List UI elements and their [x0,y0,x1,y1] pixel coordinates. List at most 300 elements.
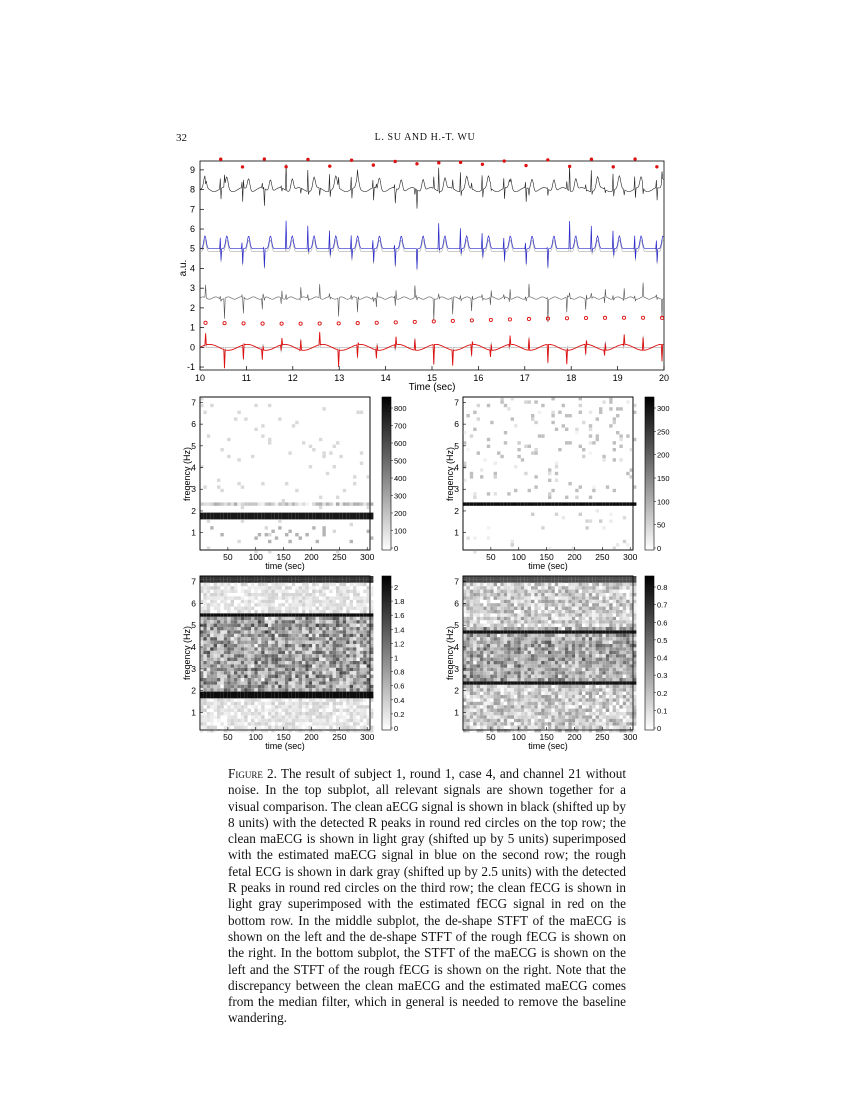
heatmap-cell [585,630,588,633]
heatmap-cell [258,678,261,681]
heatmap-cell [220,671,223,674]
heatmap-cell [214,590,217,593]
heatmap-cell [504,695,507,698]
heatmap-cell [288,624,291,627]
heatmap-cell [630,681,633,684]
heatmap-cell [248,502,251,505]
heatmap-cell [480,630,483,633]
heatmap-cell [463,620,466,623]
colorbar-label: 1.2 [394,639,405,649]
heatmap-cell [582,719,585,722]
heatmap-cell [545,617,548,620]
heatmap-cell [305,590,308,593]
heatmap-cell [248,647,251,650]
heatmap-cell [363,630,366,633]
heatmap-cell [483,654,486,657]
heatmap-cell [531,593,534,596]
heatmap-cell [336,579,339,582]
heatmap-cell [626,712,629,715]
heatmap-cell [265,671,268,674]
heatmap-cell [258,576,261,579]
heatmap-cell [282,603,285,606]
heatmap-cell [322,685,325,688]
heatmap-cell [220,620,223,623]
heatmap-cell [497,722,500,725]
heatmap-cell [538,617,541,620]
heatmap-cell [562,681,565,684]
heatmap-cell [551,664,554,667]
heatmap-cell [524,705,527,708]
heatmap-cell [282,668,285,671]
heatmap-cell [579,709,582,712]
heatmap-cell [592,692,595,695]
heatmap-cell [251,586,254,589]
heatmap-cell [606,610,609,613]
heatmap-cell [217,479,220,482]
heatmap-cell [231,698,234,701]
heatmap-cell [541,583,544,586]
heatmap-cell [200,576,203,579]
heatmap-cell [220,675,223,678]
heatmap-cell [483,685,486,688]
heatmap-cell [285,712,288,715]
heatmap-cell [282,583,285,586]
heatmap-cell [299,620,302,623]
heatmap-cell [565,634,568,637]
heatmap-cell [575,610,578,613]
heatmap-cell [606,702,609,705]
heatmap-cell [200,675,203,678]
heatmap-cell [551,627,554,630]
heatmap-cell [207,607,210,610]
heatmap-cell [528,675,531,678]
heatmap-cell [534,705,537,708]
heatmap-cell [312,698,315,701]
heatmap-cell [528,661,531,664]
colorbar [382,397,391,550]
heatmap-cell [514,579,517,582]
heatmap-cell [562,624,565,627]
heatmap-cell [360,698,363,701]
heatmap-cell [231,576,234,579]
heatmap-cell [305,513,308,516]
heatmap-cell [339,596,342,599]
heatmap-cell [214,607,217,610]
heatmap-cell [613,715,616,718]
heatmap-cell [541,658,544,661]
heatmap-cell [329,637,332,640]
heatmap-cell [265,607,268,610]
heatmap-cell [302,576,305,579]
heatmap-cell [541,613,544,616]
heatmap-cell [623,668,626,671]
heatmap-cell [490,675,493,678]
heatmap-cell [353,513,356,516]
heatmap-cell [254,641,257,644]
heatmap-cell [606,617,609,620]
heatmap-cell [531,576,534,579]
heatmap-cell [568,593,571,596]
heatmap-cell [579,668,582,671]
heatmap-cell [511,613,514,616]
heatmap-cell [214,661,217,664]
heatmap-cell [336,695,339,698]
heatmap-cell [227,681,230,684]
heatmap-cell [316,712,319,715]
heatmap-cell [210,404,213,407]
heatmap-cell [633,637,636,640]
heatmap-cell [572,613,575,616]
heatmap-cell [545,695,548,698]
heatmap-cell [299,634,302,637]
heatmap-cell [210,516,213,519]
heatmap-cell [490,624,493,627]
aecg-r-peak [437,161,440,164]
heatmap-cell [353,482,356,485]
heatmap-cell [555,675,558,678]
heatmap-cell [214,603,217,606]
heatmap-cell [265,664,268,667]
heatmap-cell [633,617,636,620]
heatmap-cell [254,651,257,654]
heatmap-cell [268,613,271,616]
heatmap-cell [514,617,517,620]
heatmap-cell [203,600,206,603]
heatmap-cell [473,536,476,539]
heatmap-cell [234,681,237,684]
heatmap-cell [319,603,322,606]
heatmap-cell [319,613,322,616]
heatmap-cell [224,637,227,640]
heatmap-cell [288,647,291,650]
heatmap-cell [609,630,612,633]
heatmap-cell [470,641,473,644]
heatmap-cell [538,671,541,674]
heatmap-cell [585,596,588,599]
heatmap-cell [626,634,629,637]
heatmap-cell [295,533,298,536]
heatmap-cell [528,719,531,722]
heatmap-cell [241,516,244,519]
heatmap-cell [609,664,612,667]
heatmap-cell [483,715,486,718]
heatmap-cell [231,671,234,674]
heatmap-cell [258,600,261,603]
heatmap-cell [278,603,281,606]
heatmap-cell [305,678,308,681]
heatmap-cell [521,702,524,705]
heatmap-cell [322,671,325,674]
heatmap-cell [346,661,349,664]
heatmap-cell [558,647,561,650]
heatmap-cell [244,726,247,729]
heatmap-cell [609,695,612,698]
heatmap-cell [220,513,223,516]
heatmap-cell [261,641,264,644]
heatmap-cell [326,712,329,715]
heatmap-cell [568,709,571,712]
heatmap-cell [343,513,346,516]
heatmap-cell [363,668,366,671]
heatmap-cell [268,600,271,603]
heatmap-cell [551,675,554,678]
clean-fecg-trace [200,336,663,365]
colorbar-label: 500 [394,456,407,466]
heatmap-cell [534,630,537,633]
heatmap-cell [370,600,373,603]
heatmap-cell [367,668,370,671]
heatmap-cell [592,590,595,593]
heatmap-cell [494,641,497,644]
heatmap-cell [497,719,500,722]
heatmap-cell [511,641,514,644]
heatmap-cell [220,654,223,657]
heatmap-cell [504,709,507,712]
heatmap-cell [507,695,510,698]
heatmap-cell [579,600,582,603]
heatmap-cell [592,586,595,589]
heatmap-cell [473,647,476,650]
heatmap-cell [602,644,605,647]
heatmap-cell [248,630,251,633]
heatmap-cell [589,519,592,522]
heatmap-cell [254,620,257,623]
heatmap-cell [237,617,240,620]
heatmap-cell [517,671,520,674]
heatmap-cell [220,576,223,579]
heatmap-cell [633,634,636,637]
heatmap-cell [466,658,469,661]
heatmap-cell [589,630,592,633]
heatmap-cell [463,441,466,444]
heatmap-cell [271,644,274,647]
heatmap-cell [596,702,599,705]
heatmap-cell [521,617,524,620]
heatmap-cell [528,489,531,492]
heatmap-cell [333,675,336,678]
heatmap-cell [589,434,592,437]
heatmap-cell [630,692,633,695]
heatmap-cell [329,596,332,599]
heatmap-cell [470,705,473,708]
heatmap-cell [579,596,582,599]
heatmap-cell [346,688,349,691]
heatmap-cell [200,695,203,698]
heatmap-cell [504,658,507,661]
colorbar-label: 1.6 [394,611,405,621]
heatmap-cell [350,630,353,633]
heatmap-cell [555,576,558,579]
heatmap-cell [282,692,285,695]
heatmap-cell [551,489,554,492]
heatmap-cell [589,576,592,579]
heatmap-cell [265,583,268,586]
heatmap-cell [585,637,588,640]
heatmap-cell [346,502,349,505]
heatmap-cell [271,620,274,623]
heatmap-cell [555,479,558,482]
heatmap-cell [237,458,240,461]
heatmap-cell [251,664,254,667]
ecg-xlabel: Time (sec) [408,382,456,393]
heatmap-cell [630,634,633,637]
heatmap-cell [244,634,247,637]
heatmap-cell [231,590,234,593]
heatmap-cell [541,590,544,593]
heatmap-cell [278,695,281,698]
heatmap-cell [288,634,291,637]
heatmap-cell [548,576,551,579]
heatmap-cell [203,603,206,606]
heatmap-cell [329,617,332,620]
heatmap-cell [602,675,605,678]
heatmap-cell [487,678,490,681]
heatmap-cell [288,664,291,667]
heatmap-cell [514,675,517,678]
heatmap-cell [363,502,366,505]
heatmap-cell [534,593,537,596]
heatmap-cell [616,543,619,546]
heatmap-cell [234,709,237,712]
heatmap-cell [477,654,480,657]
heatmap-cell [487,536,490,539]
heatmap-cell [261,583,264,586]
heatmap-cell [312,583,315,586]
heatmap-cell [599,681,602,684]
heatmap-cell [295,644,298,647]
heatmap-cell [288,637,291,640]
heatmap-cell [531,698,534,701]
heatmap-cell [585,627,588,630]
heatmap-cell [203,613,206,616]
heatmap-cell [517,596,520,599]
heatmap-cell [473,610,476,613]
heatmap-cell [504,651,507,654]
heatmap-cell [568,617,571,620]
heatmap-cell [500,644,503,647]
heatmap-cell [271,719,274,722]
heatmap-cell [312,579,315,582]
heatmap-cell [470,651,473,654]
heatmap-cell [207,726,210,729]
heatmap-cell [299,675,302,678]
heatmap-cell [265,610,268,613]
heatmap-cell [602,692,605,695]
heatmap-cell [500,400,503,403]
heatmap-cell [248,644,251,647]
heatmap-cell [582,579,585,582]
heatmap-cell [214,624,217,627]
heatmap-cell [626,722,629,725]
heatmap-cell [220,516,223,519]
heatmap-cell [200,613,203,616]
heatmap-cell [562,671,565,674]
heatmap-cell [541,637,544,640]
heatmap-cell [363,583,366,586]
heatmap-cell [463,600,466,603]
heatmap-cell [200,516,203,519]
heatmap-cell [555,722,558,725]
heatmap-cell [227,583,230,586]
heatmap-cell [322,695,325,698]
heatmap-cell [339,607,342,610]
heatmap-cell [619,695,622,698]
heatmap-cell [619,576,622,579]
heatmap-cell [511,715,514,718]
heatmap-cell [319,438,322,441]
heatmap-cell [319,496,322,499]
heatmap-cell [346,651,349,654]
heatmap-cell [251,661,254,664]
heatmap-cell [609,654,612,657]
heatmap-cell [497,692,500,695]
heatmap-cell [606,709,609,712]
heatmap-cell [251,675,254,678]
heatmap-cell [367,671,370,674]
heatmap-cell [258,698,261,701]
heatmap-cell [333,617,336,620]
heatmap-cell [494,627,497,630]
heatmap-cell [562,654,565,657]
heatmap-cell [602,630,605,633]
heatmap-cell [585,702,588,705]
heatmap-cell [285,661,288,664]
heatmap-cell [224,685,227,688]
heatmap-cell [490,502,493,505]
heatmap-cell [370,617,373,620]
heatmap-cell [261,685,264,688]
heatmap-cell [326,715,329,718]
heatmap-cell [275,661,278,664]
heatmap-cell [210,630,213,633]
heatmap-cell [316,664,319,667]
heatmap-cell [322,590,325,593]
heatmap-cell [477,661,480,664]
heatmap-cell [596,722,599,725]
heatmap-cell [316,613,319,616]
heatmap-cell [360,715,363,718]
heatmap-cell [353,613,356,616]
heatmap-cell [346,719,349,722]
heatmap-cell [504,586,507,589]
heatmap-cell [483,675,486,678]
colorbar-label: 200 [657,450,670,460]
heatmap-cell [534,668,537,671]
heatmap-cell [268,516,271,519]
heatmap-cell [589,600,592,603]
heatmap-cell [353,516,356,519]
heatmap-cell [312,644,315,647]
heatmap-cell [558,448,561,451]
heatmap-cell [602,702,605,705]
heatmap-cell [339,692,342,695]
ytick-label: 3 [191,484,196,495]
heatmap-cell [616,715,619,718]
heatmap-cell [268,698,271,701]
heatmap-cell [227,688,230,691]
heatmap-cell [470,502,473,505]
heatmap-cell [572,596,575,599]
fecg-r-peak [413,320,416,323]
heatmap-cell [261,671,264,674]
heatmap-cell [490,695,493,698]
heatmap-cell [483,661,486,664]
heatmap-cell [585,607,588,610]
heatmap-cell [494,654,497,657]
heatmap-cell [322,516,325,519]
heatmap-cell [244,661,247,664]
heatmap-cell [630,688,633,691]
